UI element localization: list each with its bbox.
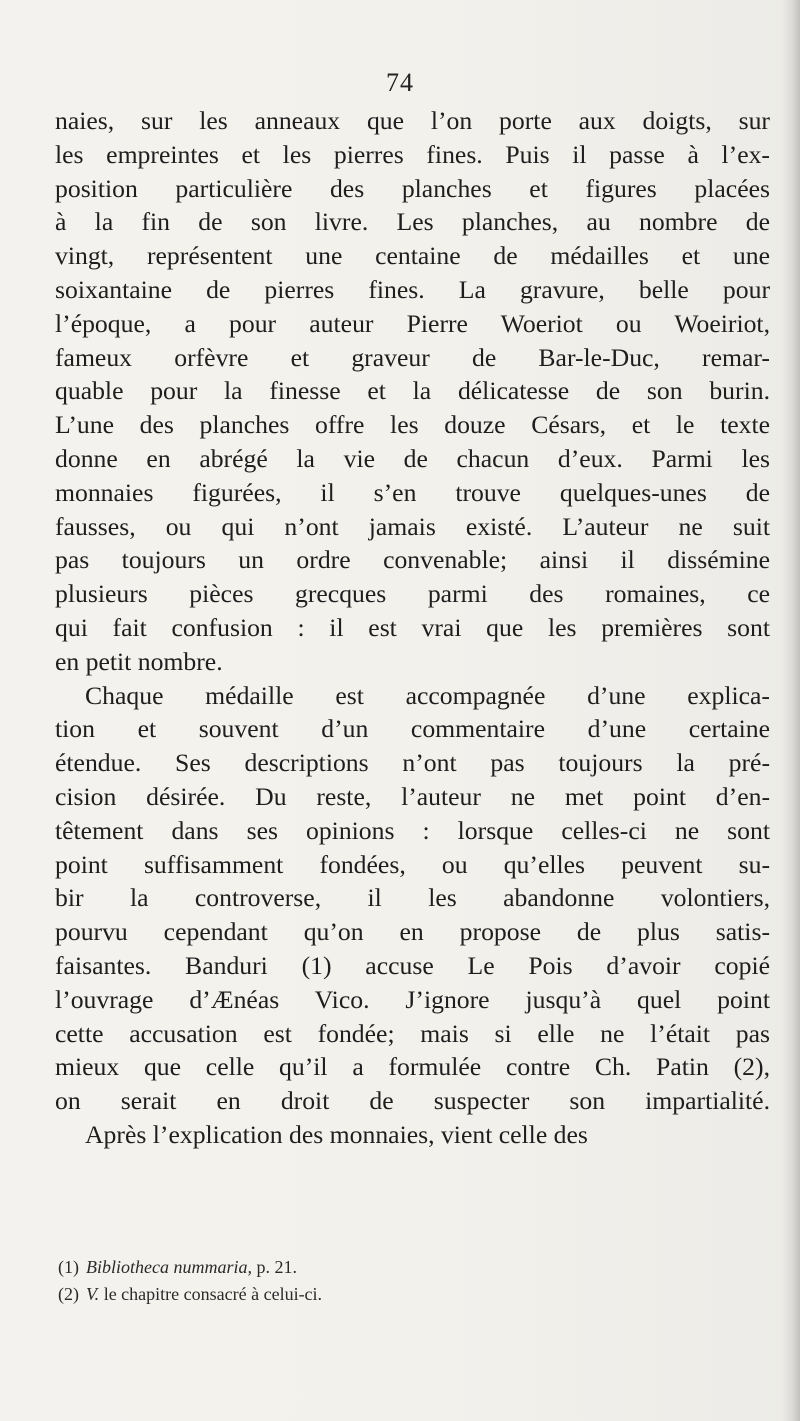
text-line: soixantaine de pierres fines. La gravure, belle pour <box>55 274 770 304</box>
text-line: cision désirée. Du reste, l’auteur ne met point d’en- <box>55 781 770 811</box>
text-line: étendue. Ses descriptions n’ont pas toujours la pré- <box>55 748 770 778</box>
text-line: fausses, ou qui n’ont jamais existé. L’auteur ne suit <box>55 511 770 541</box>
footnote-italic: Bibliotheca nummaria, <box>86 1257 252 1277</box>
footnote-text: le chapitre consacré à celui-ci. <box>99 1284 323 1304</box>
text-line: Après l’explication des monnaies, vient celle des <box>85 1119 588 1149</box>
footnote-1 <box>58 1254 758 1281</box>
text-line: qui fait confusion : il est vrai que les premières sont <box>55 612 770 642</box>
text-line: bir la controverse, il les abandonne volontiers, <box>55 883 770 913</box>
text-line: cette accusation est fondée; mais si elle ne l’était pas <box>55 1018 770 1048</box>
footnote-number: (1) <box>58 1257 79 1277</box>
text-line: L’une des planches offre les douze Césars, et le texte <box>55 410 770 440</box>
footnote-number: (2) <box>58 1284 79 1304</box>
text-line: quable pour la finesse et la délicatesse de son burin. <box>55 376 770 406</box>
text-line: pourvu cependant qu’on en propose de plus satis- <box>55 917 770 947</box>
footnotes <box>58 1254 758 1308</box>
text-line: tion et souvent d’un commentaire d’une certaine <box>55 714 770 744</box>
text-line: Chaque médaille est accompagnée d’une explica- <box>85 680 770 710</box>
text-line: naies, sur les anneaux que l’on porte aux doigts, sur <box>55 106 770 135</box>
text-line: l’époque, a pour auteur Pierre Woeriot ou Woeiriot, <box>55 308 770 338</box>
footnote-italic: V. <box>86 1284 100 1304</box>
text-line: l’ouvrage d’Ænéas Vico. J’ignore jusqu’à quel point <box>55 984 770 1014</box>
text-line: point suffisamment fondées, ou qu’elles peuvent su- <box>55 849 770 879</box>
page-number: 74 <box>386 68 414 97</box>
body-text <box>55 104 770 1152</box>
text-line: vingt, représentent une centaine de médailles et une <box>55 241 770 271</box>
text-line: fameux orfèvre et graveur de Bar-le-Duc, remar- <box>55 342 770 372</box>
text-line: les empreintes et les pierres fines. Puis il passe à l’ex- <box>55 139 770 169</box>
text-line: plusieurs pièces grecques parmi des romaines, ce <box>55 579 770 609</box>
text-line: en petit nombre. <box>55 646 223 676</box>
footnote-2 <box>58 1281 758 1308</box>
text-line: monnaies figurées, il s’en trouve quelques-unes de <box>55 477 770 507</box>
text-line: têtement dans ses opinions : lorsque celles-ci ne sont <box>55 815 770 845</box>
text-line: à la fin de son livre. Les planches, au nombre de <box>55 207 770 237</box>
text-line: mieux que celle qu’il a formulée contre Ch. Patin (2), <box>55 1052 770 1082</box>
text-line: on serait en droit de suspecter son impartialité. <box>55 1086 770 1116</box>
text-line: donne en abrégé la vie de chacun d’eux. Parmi les <box>55 443 770 473</box>
text-line: faisantes. Banduri (1) accuse Le Pois d’avoir copié <box>55 950 770 980</box>
page-edge-shadow <box>782 0 800 1421</box>
footnote-text: p. 21. <box>251 1257 297 1277</box>
text-line: position particulière des planches et figures placées <box>55 173 770 203</box>
text-line: pas toujours un ordre convenable; ainsi il dissémine <box>55 545 770 575</box>
